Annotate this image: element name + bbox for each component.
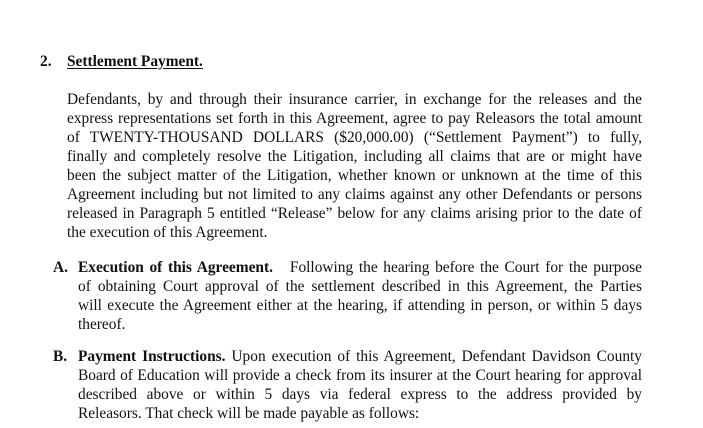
subsection-b-first-line xyxy=(78,347,642,366)
subsection-a-title: Execution of this Agreement. xyxy=(78,259,273,276)
paragraph-line: Defendants, by and through their insurance carrier, in exchange for the releases and the xyxy=(67,91,642,108)
section-number: 2. xyxy=(40,53,52,70)
paragraph-line: finally and completely resolve the Litigation, including all claims that are or might have xyxy=(67,148,642,165)
subsection-b-first-line-text: Upon execution of this Agreement, Defendant Davidson County xyxy=(231,348,642,365)
paragraph-line: express representations set forth in this Agreement, agree to pay Releasors the total amount xyxy=(67,110,642,127)
section-title: Settlement Payment. xyxy=(67,53,203,70)
subsection-a-label: A. xyxy=(53,259,68,276)
subsection-b-line: described above or within 5 days via federal express to the address provided by xyxy=(78,386,642,403)
subsection-a-body xyxy=(78,258,642,334)
subsection-a-line: thereof. xyxy=(78,316,126,333)
subsection-a-line: of obtaining Court approval of the settlement described in this Agreement, the Parties xyxy=(78,278,642,295)
paragraph-line: Agreement including but not limited to any claims against any other Defendants or persons xyxy=(67,186,642,203)
paragraph-line: released in Paragraph 5 entitled “Release” below for any claims arising prior to the date of xyxy=(67,205,642,222)
subsection-b-line: Board of Education will provide a check from its insurer at the Court hearing for approval xyxy=(78,367,642,384)
subsection-a-first-line-text: Following the hearing before the Court for the purpose xyxy=(289,259,643,276)
subsection-b-title: Payment Instructions. xyxy=(78,348,226,365)
paragraph-line: of TWENTY-THOUSAND DOLLARS ($20,000.00) (“Settlement Payment”) to fully, xyxy=(67,129,642,146)
paragraph-line: been the subject matter of the Litigation, whether known or unknown at the time of this xyxy=(67,167,642,184)
subsection-b-label: B. xyxy=(53,348,68,365)
subsection-b-line: Releasors. That check will be made payable as follows: xyxy=(78,405,420,422)
subsection-b-body xyxy=(78,347,642,423)
paragraph-line: the execution of this Agreement. xyxy=(67,224,268,241)
subsection-a-line: will execute the Agreement either at the hearing, if attending in person, or within 5 days xyxy=(78,297,642,314)
settlement-paragraph xyxy=(67,90,642,242)
subsection-a-first-line xyxy=(78,258,642,277)
